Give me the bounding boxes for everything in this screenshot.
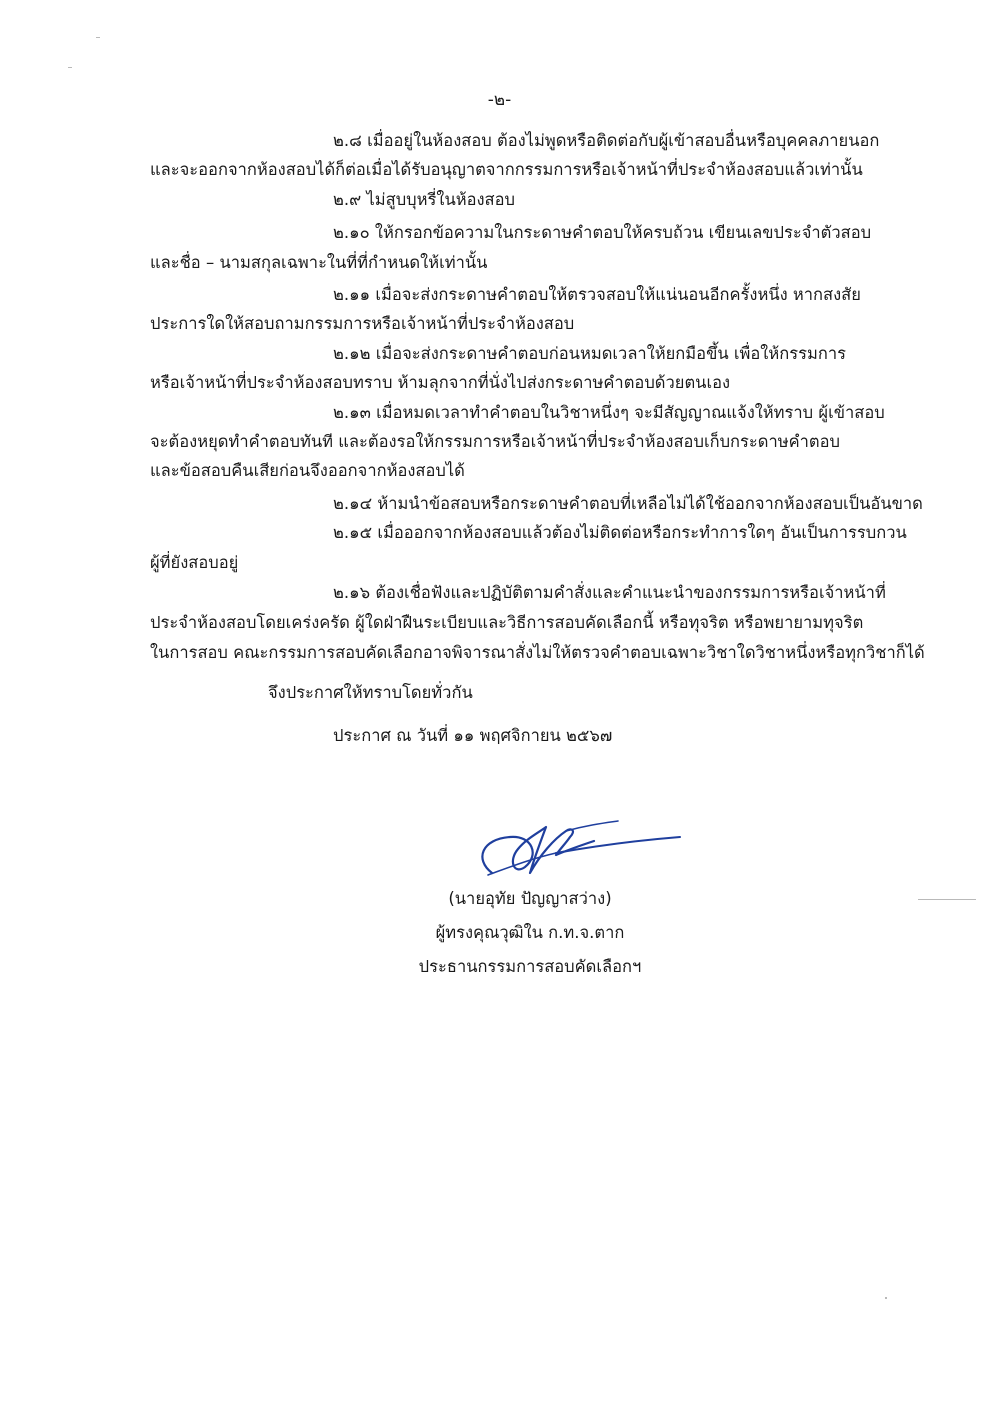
announcement-date: ประกาศ ณ วันที่ ๑๑ พฤศจิกายน ๒๕๖๗ bbox=[333, 726, 613, 745]
scan-speck bbox=[68, 67, 72, 68]
clause-2-12-line-1: ๒.๑๒ เมื่อจะส่งกระดาษคำตอบก่อนหมดเวลาให้ยกมือขึ้น เพื่อให้กรรมการ bbox=[333, 344, 846, 363]
clause-2-14: ๒.๑๔ ห้ามนำข้อสอบหรือกระดาษคำตอบที่เหลือไม่ได้ใช้ออกจากห้องสอบเป็นอันขาด bbox=[333, 494, 923, 513]
clause-2-11-line-1: ๒.๑๑ เมื่อจะส่งกระดาษคำตอบให้ตรวจสอบให้แน่นอนอีกครั้งหนึ่ง หากสงสัย bbox=[333, 285, 861, 304]
clause-2-15-line-2: ผู้ที่ยังสอบอยู่ bbox=[150, 553, 239, 572]
clause-2-13-line-2: จะต้องหยุดทำคำตอบทันที และต้องรอให้กรรมการหรือเจ้าหน้าที่ประจำห้องสอบเก็บกระดาษคำตอบ bbox=[150, 432, 841, 451]
clause-2-16-line-1: ๒.๑๖ ต้องเชื่อฟังและปฏิบัติตามคำสั่งและคำแนะนำของกรรมการหรือเจ้าหน้าที่ bbox=[333, 583, 886, 602]
signatory-position-2: ประธานกรรมการสอบคัดเลือกฯ bbox=[418, 957, 642, 976]
clause-2-10-line-1: ๒.๑๐ ให้กรอกข้อความในกระดาษคำตอบให้ครบถ้วน เขียนเลขประจำตัวสอบ bbox=[333, 223, 872, 242]
scan-speck bbox=[96, 37, 100, 38]
clause-2-13-line-3: และข้อสอบคืนเสียก่อนจึงออกจากห้องสอบได้ bbox=[150, 461, 465, 480]
clause-2-12-line-2: หรือเจ้าหน้าที่ประจำห้องสอบทราบ ห้ามลุกจากที่นั่งไปส่งกระดาษคำตอบด้วยตนเอง bbox=[150, 373, 731, 392]
clause-2-8-line-1: ๒.๘ เมื่ออยู่ในห้องสอบ ต้องไม่พูดหรือติดต่อกับผู้เข้าสอบอื่นหรือบุคคลภายนอก bbox=[333, 131, 880, 150]
scan-speck bbox=[885, 1297, 887, 1299]
clause-2-8-line-2: และจะออกจากห้องสอบได้ก็ต่อเมื่อได้รับอนุญาตจากกรรมการหรือเจ้าหน้าที่ประจำห้องสอบแล้วเท่านั้น bbox=[150, 160, 863, 179]
scan-streak bbox=[918, 899, 976, 900]
signatory-name: (นายอุทัย ปัญญาสว่าง) bbox=[448, 889, 612, 908]
page-number: -๒- bbox=[487, 90, 512, 110]
clause-2-16-line-3: ในการสอบ คณะกรรมการสอบคัดเลือกอาจพิจารณาสั่งไม่ให้ตรวจคำตอบเฉพาะวิชาใดวิชาหนึ่งหรือทุกวิชาก็ได้ bbox=[150, 643, 925, 662]
clause-2-16-line-2: ประจำห้องสอบโดยเคร่งครัด ผู้ใดฝ่าฝืนระเบียบและวิธีการสอบคัดเลือกนี้ หรือทุจริต หรือพยายามทุจริต bbox=[150, 613, 864, 632]
handwritten-signature bbox=[470, 815, 690, 885]
signatory-position-1: ผู้ทรงคุณวุฒิใน ก.ท.จ.ตาก bbox=[435, 923, 625, 942]
clause-2-11-line-2: ประการใดให้สอบถามกรรมการหรือเจ้าหน้าที่ประจำห้องสอบ bbox=[150, 314, 575, 333]
closing-statement: จึงประกาศให้ทราบโดยทั่วกัน bbox=[268, 683, 473, 702]
clause-2-13-line-1: ๒.๑๓ เมื่อหมดเวลาทำคำตอบในวิชาหนึ่งๆ จะมีสัญญาณแจ้งให้ทราบ ผู้เข้าสอบ bbox=[333, 403, 885, 422]
clause-2-9: ๒.๙ ไม่สูบบุหรี่ในห้องสอบ bbox=[333, 190, 516, 209]
clause-2-10-line-2: และชื่อ – นามสกุลเฉพาะในที่ที่กำหนดให้เท่านั้น bbox=[150, 253, 488, 272]
clause-2-15-line-1: ๒.๑๕ เมื่อออกจากห้องสอบแล้วต้องไม่ติดต่อหรือกระทำการใดๆ อันเป็นการรบกวน bbox=[333, 523, 907, 542]
